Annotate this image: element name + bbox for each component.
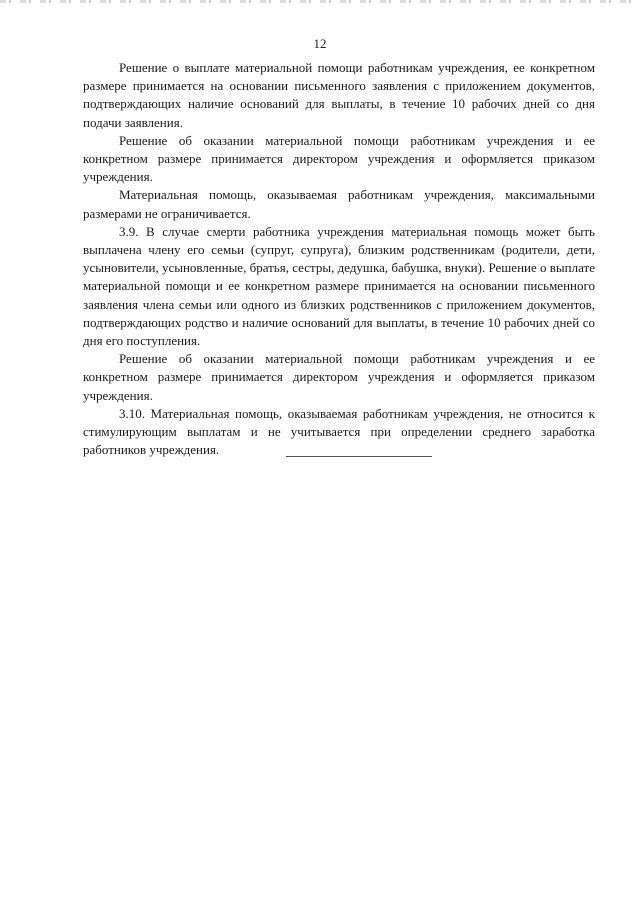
paragraph-payment-decision: Решение о выплате материальной помощи работникам учреждения, ее конкретном размере принимается на основании письменного заявления с приложением документов, подтверждающих наличие оснований для выплаты, в течение 10 рабочих дней со дня подачи заявления. [83, 60, 595, 130]
paragraph-3-10-not-incentive: 3.10. Материальная помощь, оказываемая работникам учреждения, не относится к стимулирующим выплатам и не учитывается при определении среднего заработка работников учреждения. [83, 405, 595, 458]
page-number: 12 [313, 36, 327, 51]
end-of-document-rule [286, 456, 432, 457]
paragraph-assistance-decision-repeat: Решение об оказании материальной помощи работникам учреждения и ее конкретном размере принимается директором учреждения и оформляется приказом учреждения. [83, 351, 595, 403]
scan-edge-artifact [0, 0, 640, 3]
document-body [83, 59, 595, 459]
paragraph-no-maximum: Материальная помощь, оказываемая работникам учреждения, максимальными размерами не ограничивается. [83, 187, 595, 221]
paragraph-3-9-death-of-employee: 3.9. В случае смерти работника учреждения материальная помощь может быть выплачена члену его семьи (супруг, супруга), близким родственникам (родители, дети, усыновители, усыновленные, братья, сестры, дедушка, бабушка, внуки). Решение о выплате материальной помощи и ее конкретном размере принимается на основании письменного заявления члена семьи или одного из близких родственников с приложением документов, подтверждающих родство и наличие оснований для выплаты, в течение 10 рабочих дней со дня его поступления. [83, 223, 595, 349]
paragraph-assistance-decision: Решение об оказании материальной помощи работникам учреждения и ее конкретном размере принимается директором учреждения и оформляется приказом учреждения. [83, 132, 595, 185]
